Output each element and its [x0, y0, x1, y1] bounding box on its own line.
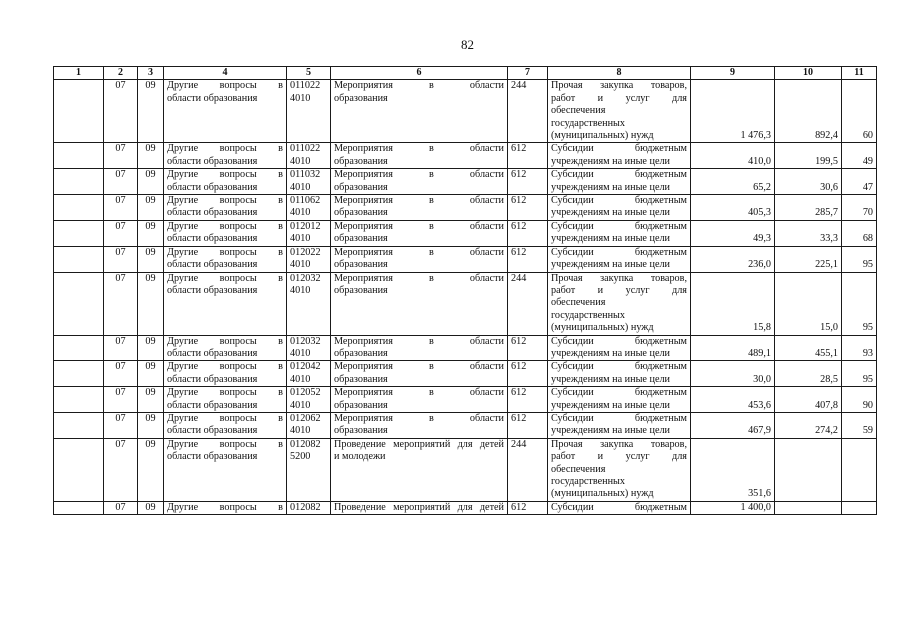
- cell-planned: 236,0: [691, 246, 775, 272]
- table-row: [54, 387, 877, 413]
- article-name-line: образования: [334, 284, 388, 296]
- expense-name-line: учреждениям на иные цели: [551, 373, 671, 385]
- cell-col1: [54, 387, 104, 413]
- cell-expense-name: [548, 80, 691, 143]
- cell-article-name: [331, 169, 508, 195]
- cell-expense-type: 612: [508, 387, 548, 413]
- target-article-code: 4010: [290, 207, 311, 219]
- cell-section-name: [164, 195, 287, 221]
- section-name-line: Другие вопросы в: [167, 195, 283, 207]
- cell-section-name: [164, 246, 287, 272]
- cell-section: 07: [104, 80, 138, 143]
- cell-executed: 15,0: [775, 272, 842, 335]
- cell-section-name: [164, 220, 287, 246]
- cell-section: 07: [104, 335, 138, 361]
- cell-percent: 95: [842, 246, 877, 272]
- article-name-line: Мероприятия в области: [334, 143, 504, 155]
- cell-subsection: 09: [138, 412, 164, 438]
- expense-name-line: государственных: [551, 117, 625, 129]
- cell-subsection: 09: [138, 361, 164, 387]
- cell-target-article: [287, 438, 331, 501]
- section-name-line: области образования: [167, 373, 258, 385]
- expense-name-line: Субсидии бюджетным: [551, 195, 687, 207]
- table-row: [54, 361, 877, 387]
- target-article-code: 4010: [290, 92, 311, 104]
- section-name-line: области образования: [167, 233, 258, 245]
- cell-target-article: [287, 335, 331, 361]
- cell-executed: 225,1: [775, 246, 842, 272]
- column-header-8: 8: [548, 67, 691, 80]
- target-article-code: 012032: [290, 272, 321, 284]
- cell-percent: 68: [842, 220, 877, 246]
- article-name-line: Мероприятия в области: [334, 169, 504, 181]
- table-row: [54, 220, 877, 246]
- cell-target-article: [287, 143, 331, 169]
- cell-article-name: [331, 412, 508, 438]
- article-name-line: Проведение мероприятий для детей: [334, 501, 504, 513]
- article-name-line: Мероприятия в области: [334, 272, 504, 284]
- table-row: [54, 143, 877, 169]
- cell-subsection: 09: [138, 272, 164, 335]
- cell-expense-name: [548, 272, 691, 335]
- cell-col1: [54, 412, 104, 438]
- target-article-code: 4010: [290, 155, 311, 167]
- budget-table: [53, 66, 877, 515]
- cell-percent: 95: [842, 361, 877, 387]
- cell-percent: 95: [842, 272, 877, 335]
- cell-subsection: 09: [138, 501, 164, 514]
- expense-name-line: государственных: [551, 476, 625, 487]
- article-name-line: образования: [334, 347, 388, 359]
- cell-section: 07: [104, 220, 138, 246]
- cell-section-name: [164, 272, 287, 335]
- article-name-line: образования: [334, 92, 388, 104]
- cell-section: 07: [104, 143, 138, 169]
- article-name-line: Мероприятия в области: [334, 195, 504, 207]
- cell-col1: [54, 80, 104, 143]
- cell-section-name: [164, 501, 287, 514]
- cell-percent: 47: [842, 169, 877, 195]
- cell-expense-type: 612: [508, 412, 548, 438]
- expense-name-line: учреждениям на иные цели: [551, 233, 671, 245]
- section-name-line: области образования: [167, 155, 258, 167]
- cell-section-name: [164, 80, 287, 143]
- section-name-line: области образования: [167, 207, 258, 219]
- cell-subsection: 09: [138, 246, 164, 272]
- section-name-line: области образования: [167, 259, 258, 271]
- article-name-line: образования: [334, 233, 388, 245]
- cell-article-name: [331, 220, 508, 246]
- table-row: [54, 80, 877, 143]
- cell-percent: 70: [842, 195, 877, 221]
- table-row: [54, 169, 877, 195]
- expense-name-line: Прочая закупка товаров,: [551, 80, 687, 92]
- article-name-line: образования: [334, 155, 388, 167]
- cell-percent: 90: [842, 387, 877, 413]
- cell-executed: 285,7: [775, 195, 842, 221]
- column-header-6: 6: [331, 67, 508, 80]
- expense-name-line: обеспечения: [551, 297, 606, 309]
- cell-planned: 410,0: [691, 143, 775, 169]
- cell-expense-type: 612: [508, 169, 548, 195]
- target-article-code: 4010: [290, 373, 311, 385]
- expense-name-line: учреждениям на иные цели: [551, 347, 671, 359]
- table-header-row: [54, 67, 877, 80]
- target-article-code: 012032: [290, 335, 321, 347]
- cell-planned: 49,3: [691, 220, 775, 246]
- cell-article-name: [331, 501, 508, 514]
- cell-percent: 60: [842, 80, 877, 143]
- article-name-line: и молодежи: [334, 451, 386, 463]
- cell-expense-name: [548, 412, 691, 438]
- section-name-line: Другие вопросы в: [167, 387, 283, 399]
- cell-target-article: [287, 169, 331, 195]
- expense-name-line: Субсидии бюджетным: [551, 169, 687, 181]
- cell-subsection: 09: [138, 438, 164, 501]
- cell-article-name: [331, 143, 508, 169]
- section-name-line: Другие вопросы в: [167, 335, 283, 347]
- cell-percent: [842, 501, 877, 514]
- cell-section: 07: [104, 272, 138, 335]
- cell-planned: 1 476,3: [691, 80, 775, 143]
- article-name-line: образования: [334, 373, 388, 385]
- column-header-9: 9: [691, 67, 775, 80]
- article-name-line: образования: [334, 425, 388, 437]
- cell-section: 07: [104, 501, 138, 514]
- expense-name-line: работ и услуг для: [551, 92, 687, 104]
- cell-expense-type: 244: [508, 80, 548, 143]
- cell-expense-name: [548, 195, 691, 221]
- expense-name-line: (муниципальных) нужд: [551, 322, 654, 334]
- cell-planned: 453,6: [691, 387, 775, 413]
- cell-expense-type: 244: [508, 438, 548, 501]
- article-name-line: Мероприятия в области: [334, 387, 504, 399]
- cell-section: 07: [104, 387, 138, 413]
- column-header-1: 1: [54, 67, 104, 80]
- expense-name-line: Субсидии бюджетным: [551, 361, 687, 373]
- cell-expense-name: [548, 361, 691, 387]
- target-article-code: 4010: [290, 284, 311, 296]
- cell-planned: 489,1: [691, 335, 775, 361]
- expense-name-line: Субсидии бюджетным: [551, 246, 687, 258]
- cell-col1: [54, 143, 104, 169]
- cell-col1: [54, 195, 104, 221]
- cell-executed: 455,1: [775, 335, 842, 361]
- cell-article-name: [331, 387, 508, 413]
- section-name-line: области образования: [167, 399, 258, 411]
- target-article-code: 011022: [290, 143, 321, 155]
- cell-article-name: [331, 80, 508, 143]
- cell-percent: 49: [842, 143, 877, 169]
- cell-section-name: [164, 335, 287, 361]
- cell-section: 07: [104, 195, 138, 221]
- table-row: [54, 501, 877, 514]
- expense-name-line: учреждениям на иные цели: [551, 155, 671, 167]
- table-row: [54, 246, 877, 272]
- section-name-line: Другие вопросы в: [167, 246, 283, 258]
- cell-percent: [842, 438, 877, 501]
- expense-name-line: Субсидии бюджетным: [551, 143, 687, 155]
- expense-name-line: Прочая закупка товаров,: [551, 438, 687, 450]
- cell-section: 07: [104, 169, 138, 195]
- cell-percent: 93: [842, 335, 877, 361]
- table-body: [54, 80, 877, 515]
- section-name-line: области образования: [167, 181, 258, 193]
- cell-expense-name: [548, 335, 691, 361]
- cell-expense-name: [548, 438, 691, 501]
- cell-executed: 33,3: [775, 220, 842, 246]
- column-header-2: 2: [104, 67, 138, 80]
- expense-name-line: (муниципальных) нужд: [551, 130, 654, 142]
- article-name-line: Мероприятия в области: [334, 412, 504, 424]
- cell-expense-type: 612: [508, 335, 548, 361]
- table-row: [54, 412, 877, 438]
- cell-expense-name: [548, 501, 691, 514]
- cell-subsection: 09: [138, 169, 164, 195]
- cell-expense-name: [548, 143, 691, 169]
- cell-expense-name: [548, 169, 691, 195]
- cell-section-name: [164, 412, 287, 438]
- cell-target-article: [287, 387, 331, 413]
- cell-col1: [54, 272, 104, 335]
- cell-target-article: [287, 501, 331, 514]
- section-name-line: области образования: [167, 92, 258, 104]
- section-name-line: Другие вопросы в: [167, 220, 283, 232]
- target-article-code: 4010: [290, 347, 311, 359]
- section-name-line: Другие вопросы в: [167, 501, 283, 513]
- cell-col1: [54, 169, 104, 195]
- cell-expense-name: [548, 246, 691, 272]
- target-article-code: 012042: [290, 361, 321, 373]
- target-article-code: 012012: [290, 220, 321, 232]
- section-name-line: Другие вопросы в: [167, 80, 283, 92]
- cell-section-name: [164, 387, 287, 413]
- expense-name-line: Прочая закупка товаров,: [551, 272, 687, 284]
- cell-target-article: [287, 220, 331, 246]
- column-header-7: 7: [508, 67, 548, 80]
- expense-name-line: (муниципальных) нужд: [551, 488, 654, 500]
- section-name-line: Другие вопросы в: [167, 412, 283, 424]
- expense-name-line: учреждениям на иные цели: [551, 207, 671, 219]
- cell-subsection: 09: [138, 387, 164, 413]
- expense-name-line: Субсидии бюджетным: [551, 412, 687, 424]
- section-name-line: Другие вопросы в: [167, 361, 283, 373]
- cell-executed: [775, 438, 842, 501]
- cell-subsection: 09: [138, 335, 164, 361]
- article-name-line: Мероприятия в области: [334, 80, 504, 92]
- target-article-code: 4010: [290, 259, 311, 271]
- cell-planned: 351,6: [691, 438, 775, 501]
- cell-expense-type: 612: [508, 361, 548, 387]
- cell-section: 07: [104, 438, 138, 501]
- cell-section: 07: [104, 246, 138, 272]
- cell-section: 07: [104, 361, 138, 387]
- cell-executed: 892,4: [775, 80, 842, 143]
- section-name-line: области образования: [167, 284, 258, 296]
- cell-executed: 199,5: [775, 143, 842, 169]
- section-name-line: области образования: [167, 425, 258, 437]
- cell-planned: 467,9: [691, 412, 775, 438]
- cell-expense-name: [548, 387, 691, 413]
- article-name-line: Мероприятия в области: [334, 246, 504, 258]
- column-header-4: 4: [164, 67, 287, 80]
- table-row: [54, 438, 877, 501]
- cell-article-name: [331, 361, 508, 387]
- cell-col1: [54, 220, 104, 246]
- cell-subsection: 09: [138, 220, 164, 246]
- expense-name-line: обеспечения: [551, 105, 606, 117]
- cell-planned: 405,3: [691, 195, 775, 221]
- target-article-code: 4010: [290, 181, 311, 193]
- article-name-line: образования: [334, 181, 388, 193]
- column-header-11: 11: [842, 67, 877, 80]
- target-article-code: 4010: [290, 399, 311, 411]
- column-header-3: 3: [138, 67, 164, 80]
- article-name-line: Мероприятия в области: [334, 335, 504, 347]
- article-name-line: образования: [334, 399, 388, 411]
- article-name-line: образования: [334, 259, 388, 271]
- article-name-line: Мероприятия в области: [334, 220, 504, 232]
- cell-expense-type: 612: [508, 143, 548, 169]
- table-row: [54, 195, 877, 221]
- column-header-5: 5: [287, 67, 331, 80]
- article-name-line: Проведение мероприятий для детей: [334, 438, 504, 450]
- expense-name-line: учреждениям на иные цели: [551, 181, 671, 193]
- page-number: 82: [461, 37, 474, 52]
- cell-article-name: [331, 438, 508, 501]
- target-article-code: 012082: [290, 438, 321, 450]
- target-article-code: 5200: [290, 451, 311, 463]
- expense-name-line: работ и услуг для: [551, 451, 687, 463]
- section-name-line: Другие вопросы в: [167, 272, 283, 284]
- cell-expense-type: 244: [508, 272, 548, 335]
- article-name-line: образования: [334, 207, 388, 219]
- cell-section: 07: [104, 412, 138, 438]
- section-name-line: Другие вопросы в: [167, 438, 283, 450]
- expense-name-line: государственных: [551, 309, 625, 321]
- cell-col1: [54, 335, 104, 361]
- cell-target-article: [287, 412, 331, 438]
- cell-expense-type: 612: [508, 246, 548, 272]
- cell-col1: [54, 501, 104, 514]
- cell-target-article: [287, 195, 331, 221]
- cell-section-name: [164, 361, 287, 387]
- cell-section-name: [164, 143, 287, 169]
- cell-expense-name: [548, 220, 691, 246]
- cell-executed: [775, 501, 842, 514]
- column-header-10: 10: [775, 67, 842, 80]
- section-name-line: области образования: [167, 451, 258, 463]
- cell-col1: [54, 246, 104, 272]
- table-row: [54, 335, 877, 361]
- cell-percent: 59: [842, 412, 877, 438]
- target-article-code: 012022: [290, 246, 321, 258]
- cell-executed: 30,6: [775, 169, 842, 195]
- expense-name-line: учреждениям на иные цели: [551, 259, 671, 271]
- cell-planned: 1 400,0: [691, 501, 775, 514]
- cell-section-name: [164, 438, 287, 501]
- cell-planned: 30,0: [691, 361, 775, 387]
- target-article-code: 012062: [290, 412, 321, 424]
- cell-section-name: [164, 169, 287, 195]
- cell-article-name: [331, 335, 508, 361]
- cell-article-name: [331, 195, 508, 221]
- target-article-code: 011022: [290, 80, 321, 92]
- cell-target-article: [287, 361, 331, 387]
- cell-subsection: 09: [138, 80, 164, 143]
- cell-target-article: [287, 246, 331, 272]
- expense-name-line: Субсидии бюджетным: [551, 387, 687, 399]
- expense-name-line: Субсидии бюджетным: [551, 501, 687, 513]
- cell-col1: [54, 438, 104, 501]
- cell-planned: 15,8: [691, 272, 775, 335]
- cell-target-article: [287, 272, 331, 335]
- cell-expense-type: 612: [508, 501, 548, 514]
- cell-subsection: 09: [138, 195, 164, 221]
- cell-executed: 28,5: [775, 361, 842, 387]
- expense-name-line: Субсидии бюджетным: [551, 220, 687, 232]
- cell-expense-type: 612: [508, 195, 548, 221]
- expense-name-line: учреждениям на иные цели: [551, 425, 671, 437]
- target-article-code: 4010: [290, 233, 311, 245]
- cell-executed: 274,2: [775, 412, 842, 438]
- target-article-code: 011032: [290, 169, 321, 181]
- cell-col1: [54, 361, 104, 387]
- expense-name-line: обеспечения: [551, 463, 606, 475]
- target-article-code: 4010: [290, 425, 311, 437]
- cell-planned: 65,2: [691, 169, 775, 195]
- section-name-line: Другие вопросы в: [167, 169, 283, 181]
- cell-article-name: [331, 246, 508, 272]
- section-name-line: области образования: [167, 347, 258, 359]
- cell-executed: 407,8: [775, 387, 842, 413]
- cell-subsection: 09: [138, 143, 164, 169]
- expense-name-line: работ и услуг для: [551, 284, 687, 296]
- article-name-line: Мероприятия в области: [334, 361, 504, 373]
- cell-article-name: [331, 272, 508, 335]
- target-article-code: 012082: [290, 501, 321, 513]
- table-row: [54, 272, 877, 335]
- cell-target-article: [287, 80, 331, 143]
- target-article-code: 012052: [290, 387, 321, 399]
- expense-name-line: учреждениям на иные цели: [551, 399, 671, 411]
- expense-name-line: Субсидии бюджетным: [551, 335, 687, 347]
- target-article-code: 011062: [290, 195, 321, 207]
- section-name-line: Другие вопросы в: [167, 143, 283, 155]
- cell-expense-type: 612: [508, 220, 548, 246]
